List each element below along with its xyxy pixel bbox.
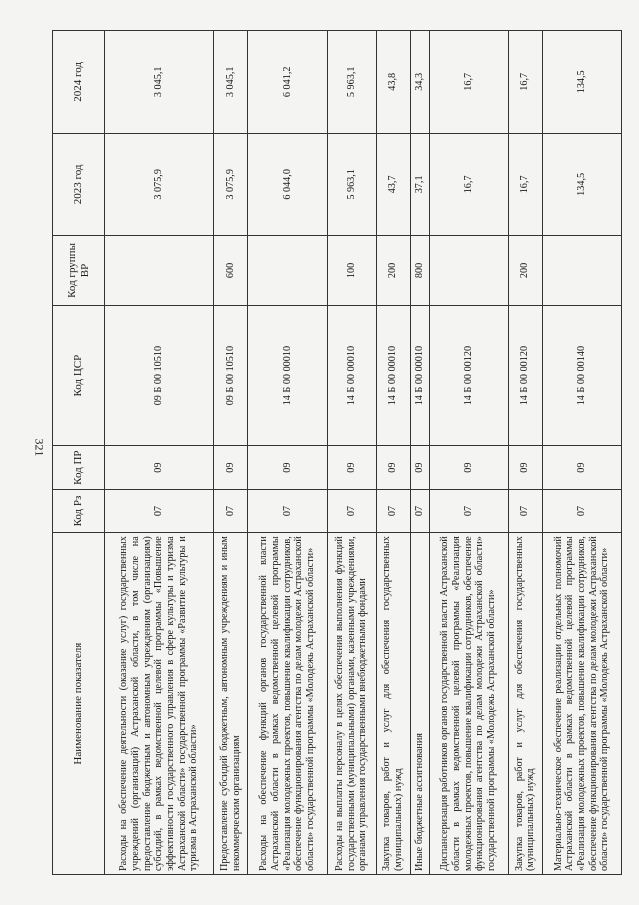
table-row bbox=[327, 31, 376, 875]
cell-csr: 14 Б 00 00120 bbox=[429, 305, 508, 446]
header-vr: Код группы ВР bbox=[53, 236, 105, 306]
cell-2024: 6 041,2 bbox=[248, 31, 327, 134]
cell-pr: 09 bbox=[508, 446, 542, 489]
cell-pr: 09 bbox=[214, 446, 248, 489]
header-name: Наименование показателя bbox=[53, 533, 105, 875]
cell-2023: 134,5 bbox=[542, 133, 621, 236]
cell-vr: 200 bbox=[508, 236, 542, 306]
cell-2023: 6 044,0 bbox=[248, 133, 327, 236]
cell-vr bbox=[429, 236, 508, 306]
cell-csr: 14 Б 00 00120 bbox=[508, 305, 542, 446]
cell-2024: 3 045,1 bbox=[214, 31, 248, 134]
cell-rz: 07 bbox=[508, 489, 542, 532]
cell-2024: 134,5 bbox=[542, 31, 621, 134]
cell-name: Закупка товаров, работ и услуг для обеспечения государственных (муниципальных) нужд bbox=[508, 533, 542, 875]
table-header-row bbox=[53, 31, 105, 875]
cell-name: Расходы на обеспечение деятельности (оказание услуг) государственных учреждений (организаций) Астраханской области, в том числе на предоставление бюджетным и автономным учреждениям (организациям) субсидий, в рамках ведомственной целевой программы «Повышение эффективности государственного управления в сфере культуры и туризма Астраханской области» государственной программы «Развитие культуры и туризма в Астраханской области» bbox=[105, 533, 214, 875]
page-number: 321 bbox=[32, 438, 47, 457]
cell-2023: 5 963,1 bbox=[327, 133, 376, 236]
cell-pr: 09 bbox=[376, 446, 410, 489]
cell-2024: 16,7 bbox=[429, 31, 508, 134]
cell-rz: 07 bbox=[214, 489, 248, 532]
cell-vr bbox=[542, 236, 621, 306]
cell-csr: 14 Б 00 00010 bbox=[410, 305, 429, 446]
header-pr: Код ПР bbox=[53, 446, 105, 489]
cell-pr: 09 bbox=[327, 446, 376, 489]
cell-2024: 43,8 bbox=[376, 31, 410, 134]
rotated-table-container bbox=[52, 30, 622, 875]
cell-rz: 07 bbox=[410, 489, 429, 532]
cell-2023: 3 075,9 bbox=[105, 133, 214, 236]
cell-vr: 200 bbox=[376, 236, 410, 306]
table-row bbox=[429, 31, 508, 875]
header-csr: Код ЦСР bbox=[53, 305, 105, 446]
cell-vr: 800 bbox=[410, 236, 429, 306]
cell-pr: 09 bbox=[410, 446, 429, 489]
cell-name: Закупка товаров, работ и услуг для обеспечения государственных (муниципальных) нужд bbox=[376, 533, 410, 875]
table-row bbox=[508, 31, 542, 875]
cell-csr: 14 Б 00 00010 bbox=[376, 305, 410, 446]
cell-2024: 16,7 bbox=[508, 31, 542, 134]
cell-rz: 07 bbox=[105, 489, 214, 532]
cell-name: Иные бюджетные ассигнования bbox=[410, 533, 429, 875]
table-row bbox=[410, 31, 429, 875]
header-2023: 2023 год bbox=[53, 133, 105, 236]
table-row bbox=[105, 31, 214, 875]
cell-name: Расходы на обеспечение функций органов государственной власти Астраханской области в рамках ведомственной целевой программы «Реализация молодежных проектов, повышение квалификации сотрудников, обеспечение функционирования агентства по делам молодежи Астраханской области» государственной программы «Молодежь Астраханской области» bbox=[248, 533, 327, 875]
header-2024: 2024 год bbox=[53, 31, 105, 134]
table-row bbox=[214, 31, 248, 875]
cell-name: Диспансеризация работников органов государственной власти Астраханской области в рамках ведомственной целевой программы «Реализация молодежных проектов, повышение квалификации сотрудников, обеспечение функционирования агентства по делам молодежи Астраханской области» государственной программы «Молодежь Астраханской области» bbox=[429, 533, 508, 875]
cell-pr: 09 bbox=[105, 446, 214, 489]
budget-table bbox=[52, 30, 622, 875]
cell-csr: 14 Б 00 00140 bbox=[542, 305, 621, 446]
cell-vr bbox=[248, 236, 327, 306]
cell-vr: 600 bbox=[214, 236, 248, 306]
cell-pr: 09 bbox=[542, 446, 621, 489]
cell-name: Предоставление субсидий бюджетным, автономным учреждениям и иным некоммерческим организациям bbox=[214, 533, 248, 875]
cell-2023: 43,7 bbox=[376, 133, 410, 236]
cell-2023: 3 075,9 bbox=[214, 133, 248, 236]
cell-name: Материально-техническое обеспечение реализации отдельных полномочий Астраханской области в рамках ведомственной целевой программы «Реализация молодежных проектов, повышение квалификации сотрудников, обеспечение функционирования агентства по делам молодежи Астраханской области» государственной программы «Молодежь Астраханской области» bbox=[542, 533, 621, 875]
table-row bbox=[376, 31, 410, 875]
cell-csr: 14 Б 00 00010 bbox=[248, 305, 327, 446]
cell-2023: 16,7 bbox=[429, 133, 508, 236]
cell-csr: 09 Б 00 10510 bbox=[214, 305, 248, 446]
cell-2023: 37,1 bbox=[410, 133, 429, 236]
cell-rz: 07 bbox=[429, 489, 508, 532]
cell-rz: 07 bbox=[248, 489, 327, 532]
cell-vr bbox=[105, 236, 214, 306]
cell-rz: 07 bbox=[542, 489, 621, 532]
table-row bbox=[542, 31, 621, 875]
cell-2024: 5 963,1 bbox=[327, 31, 376, 134]
cell-csr: 09 Б 00 10510 bbox=[105, 305, 214, 446]
cell-rz: 07 bbox=[376, 489, 410, 532]
cell-pr: 09 bbox=[248, 446, 327, 489]
header-rz: Код Рз bbox=[53, 489, 105, 532]
cell-rz: 07 bbox=[327, 489, 376, 532]
cell-vr: 100 bbox=[327, 236, 376, 306]
table-row bbox=[248, 31, 327, 875]
cell-pr: 09 bbox=[429, 446, 508, 489]
cell-2023: 16,7 bbox=[508, 133, 542, 236]
cell-name: Расходы на выплаты персоналу в целях обеспечения выполнения функций государственными (муниципальными) органами, казенными учреждениями, органами управления государственными внебюджетными фондами bbox=[327, 533, 376, 875]
cell-2024: 3 045,1 bbox=[105, 31, 214, 134]
cell-2024: 34,3 bbox=[410, 31, 429, 134]
cell-csr: 14 Б 00 00010 bbox=[327, 305, 376, 446]
